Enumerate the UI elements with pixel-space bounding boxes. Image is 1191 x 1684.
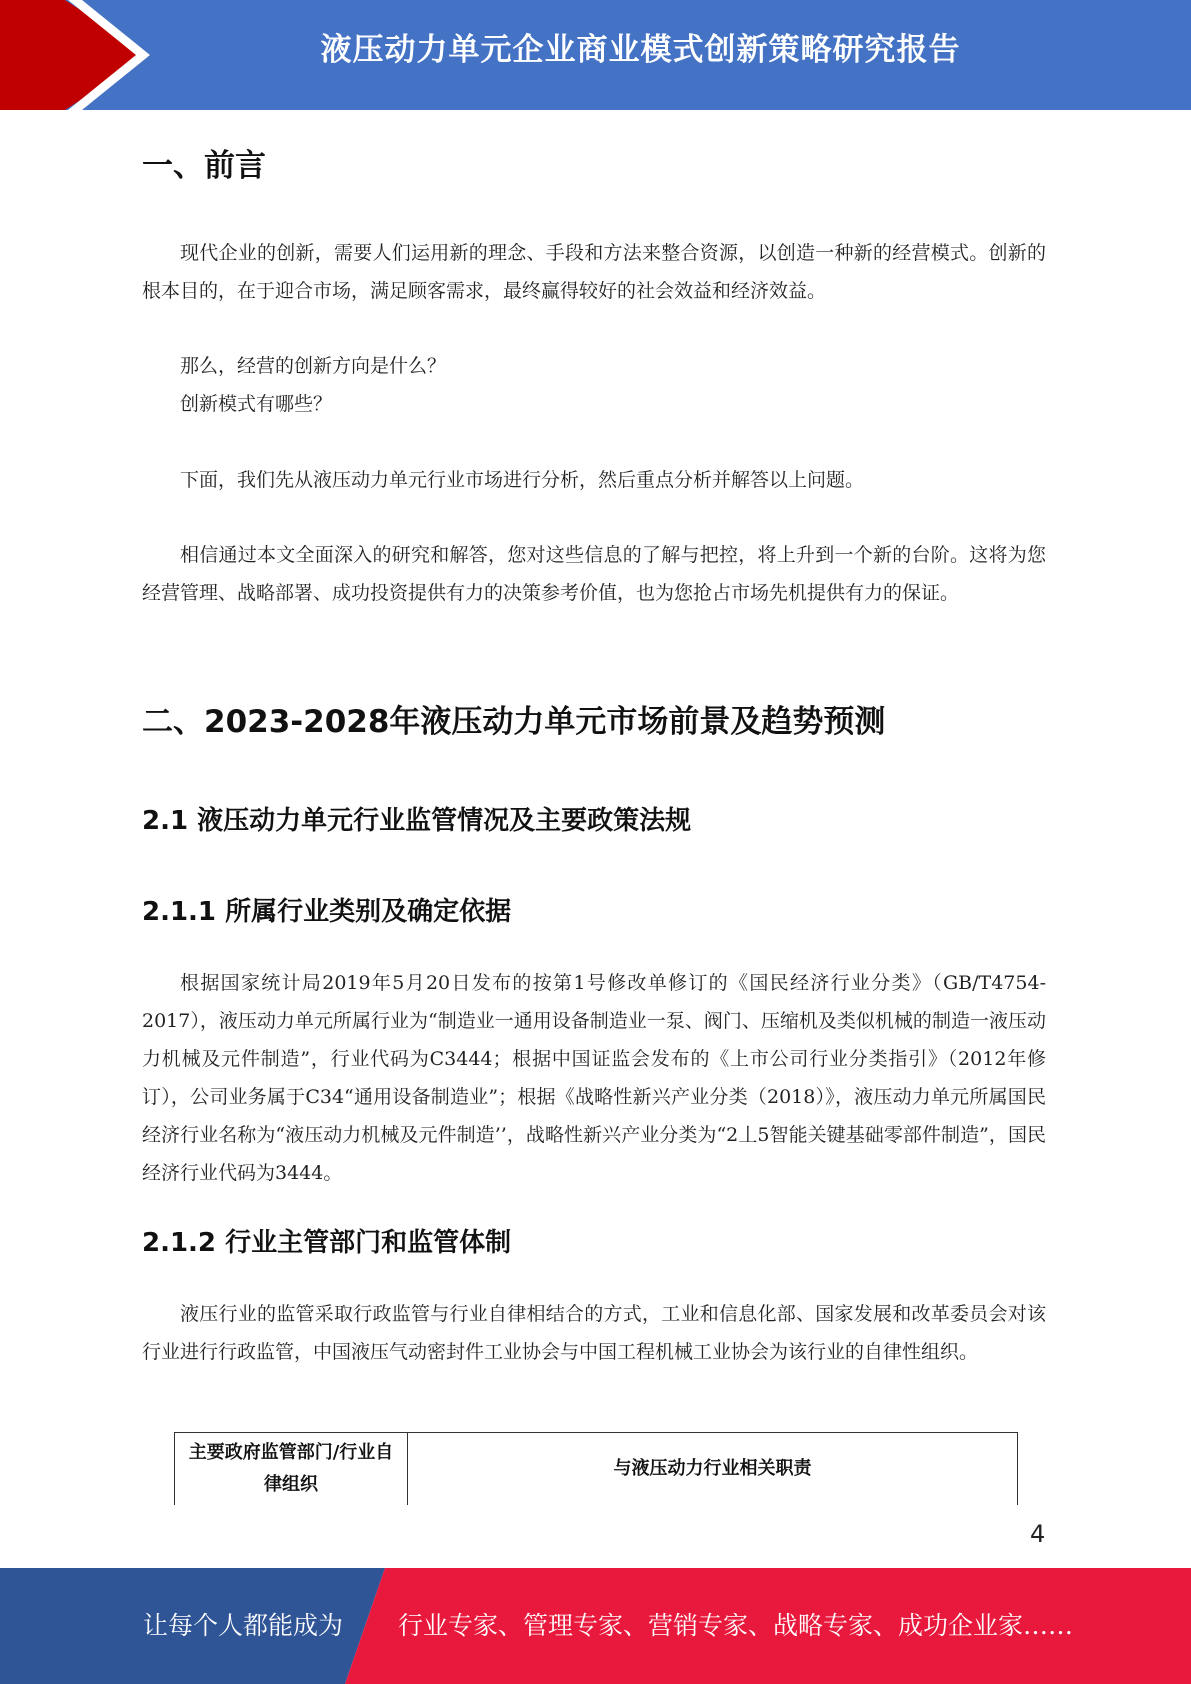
footer-slogan-right: 行业专家、管理专家、营销专家、战略专家、成功企业家…… xyxy=(398,1611,1074,1640)
page-header xyxy=(0,0,1191,110)
page-footer xyxy=(0,1568,1191,1684)
regulation-paragraph: 液压行业的监管采取行政监管与行业自律相结合的方式，工业和信息化部、国家发展和改革委员会对该行业进行行政监管，中国液压气动密封件工业协会与中国工程机械工业协会为该行业的自律性组织。 xyxy=(142,1303,1046,1363)
subsection-heading-2-1-2: 2.1.2 行业主管部门和监管体制 xyxy=(142,1228,512,1258)
subsection-heading-2-1-1: 2.1.1 所属行业类别及确定依据 xyxy=(142,897,512,927)
preface-question-1: 那么，经营的创新方向是什么？ xyxy=(180,355,447,377)
table-header-duties: 与液压动力行业相关职责 xyxy=(408,1433,1018,1506)
subsection-heading-2-1: 2.1 液压动力单元行业监管情况及主要政策法规 xyxy=(142,806,692,836)
preface-paragraph-1: 现代企业的创新，需要人们运用新的理念、手段和方法来整合资源，以创造一种新的经营模式。创新的根本目的，在于迎合市场，满足顾客需求，最终赢得较好的社会效益和经济效益。 xyxy=(142,242,1046,302)
section-heading-preface: 一、前言 xyxy=(142,148,266,184)
preface-question-2: 创新模式有哪些？ xyxy=(180,393,333,415)
table-header-regulator: 主要政府监管部门/行业自律组织 xyxy=(175,1433,408,1506)
regulatory-duties-table xyxy=(174,1432,1018,1505)
report-title: 液压动力单元企业商业模式创新策略研究报告 xyxy=(320,32,961,68)
table-header-row xyxy=(175,1433,1018,1506)
preface-paragraph-3: 相信通过本文全面深入的研究和解答，您对这些信息的了解与把控，将上升到一个新的台阶。这将为您经营管理、战略部署、成功投资提供有力的决策参考价值，也为您抢占市场先机提供有力的保证。 xyxy=(142,544,1046,604)
industry-classification-paragraph: 根据国家统计局2019年5月20日发布的按第1号修改单修订的《国民经济行业分类》（GB/T4754-2017），液压动力单元所属行业为“制造业一通用设备制造业一泵、阀门、压缩机及类似机械的制造一液压动力机械及元件制造”，行业代码为C3444；根据中国证监会发布的《上市公司行业分类指引》（2012年修订），公司业务属于C34“通用设备制造业”；根据《战略性新兴产业分类（2018）》，液压动力单元所属国民经济行业名称为“液压动力机械及元件制造’’，战略性新兴产业分类为“2丄5智能关键基础零部件制造”，国民经济行业代码为3444。 xyxy=(142,972,1046,1184)
footer-slogan-left: 让每个人都能成为 xyxy=(143,1611,344,1640)
preface-paragraph-2: 下面，我们先从液压动力单元行业市场进行分析，然后重点分析并解答以上问题。 xyxy=(180,469,865,491)
section-heading-forecast: 二、2023-2028年液压动力单元市场前景及趋势预测 xyxy=(142,704,886,740)
page-number: 4 xyxy=(1030,1520,1046,1548)
